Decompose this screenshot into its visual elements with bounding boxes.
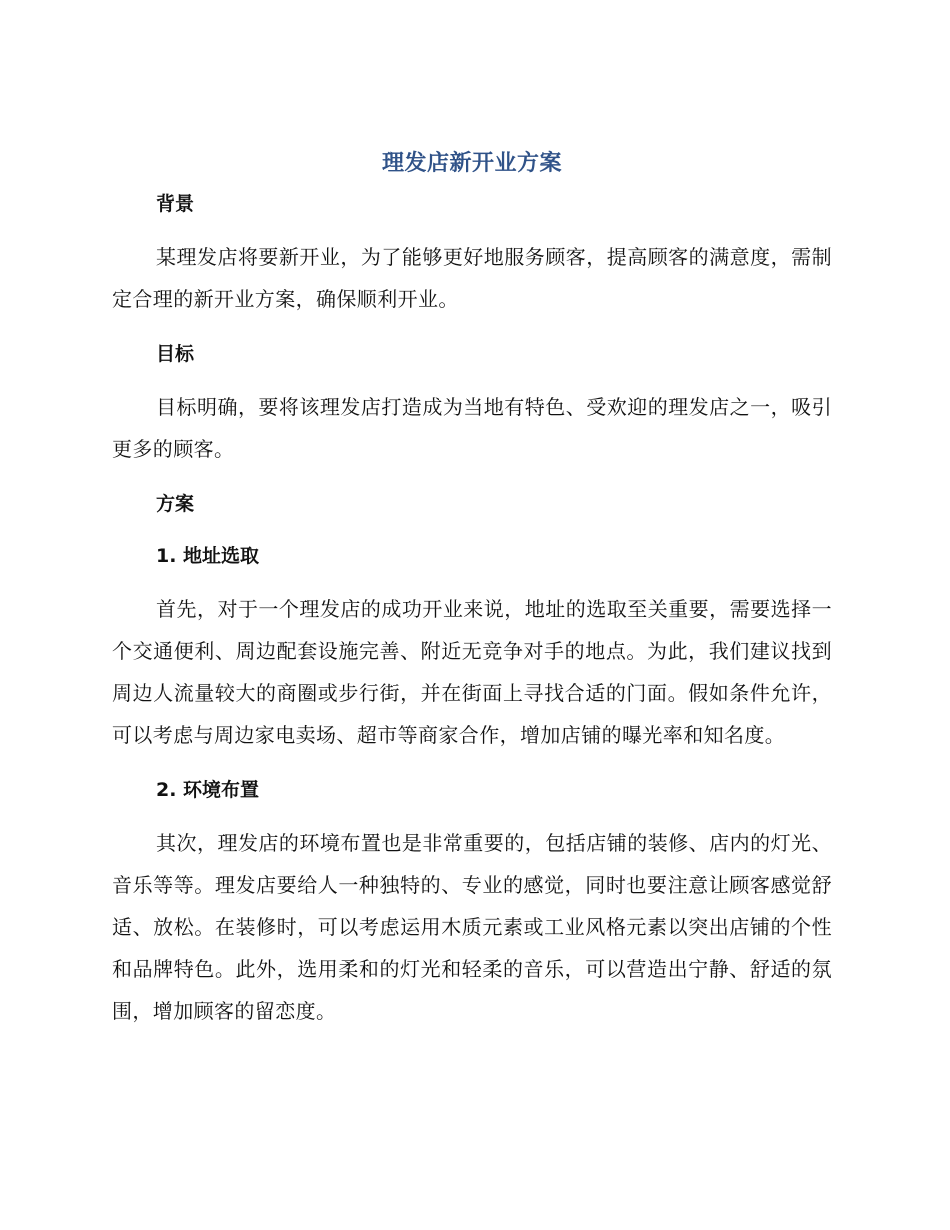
section-heading-plan: 方案	[156, 493, 195, 515]
subsection-heading-location: 1. 地址选取	[156, 545, 260, 567]
spacer	[112, 808, 832, 822]
spacer	[112, 756, 832, 772]
spacer	[112, 470, 832, 486]
spacer	[112, 522, 832, 538]
paragraph-goal: 目标明确，要将该理发店打造成为当地有特色、受欢迎的理发店之一，吸引更多的顾客。	[112, 395, 832, 461]
paragraph-location: 首先，对于一个理发店的成功开业来说，地址的选取至关重要，需要选择一个交通便利、周边配套设施完善、附近无竞争对手的地点。为此，我们建议找到周边人流量较大的商圈或步行街，并在街面上寻找合适的门面。假如条件允许，可以考虑与周边家电卖场、超市等商家合作，增加店铺的曝光率和知名度。	[112, 597, 832, 747]
spacer	[112, 320, 832, 336]
subsection-heading-environment: 2. 环境布置	[156, 779, 260, 801]
paragraph-background: 某理发店将要新开业，为了能够更好地服务顾客，提高顾客的满意度，需制定合理的新开业方案，确保顺利开业。	[112, 245, 832, 311]
document-title: 理发店新开业方案	[381, 151, 562, 176]
section-heading-goal: 目标	[156, 343, 195, 365]
document-body	[112, 145, 832, 1032]
section-heading-background: 背景	[156, 193, 195, 215]
spacer	[112, 222, 832, 236]
paragraph-environment: 其次，理发店的环境布置也是非常重要的，包括店铺的装修、店内的灯光、音乐等等。理发店要给人一种独特的、专业的感觉，同时也要注意让顾客感觉舒适、放松。在装修时，可以考虑运用木质元素或工业风格元素以突出店铺的个性和品牌特色。此外，选用柔和的灯光和轻柔的音乐，可以营造出宁静、舒适的氛围，增加顾客的留恋度。	[112, 831, 832, 1023]
spacer	[112, 372, 832, 386]
spacer	[112, 574, 832, 588]
